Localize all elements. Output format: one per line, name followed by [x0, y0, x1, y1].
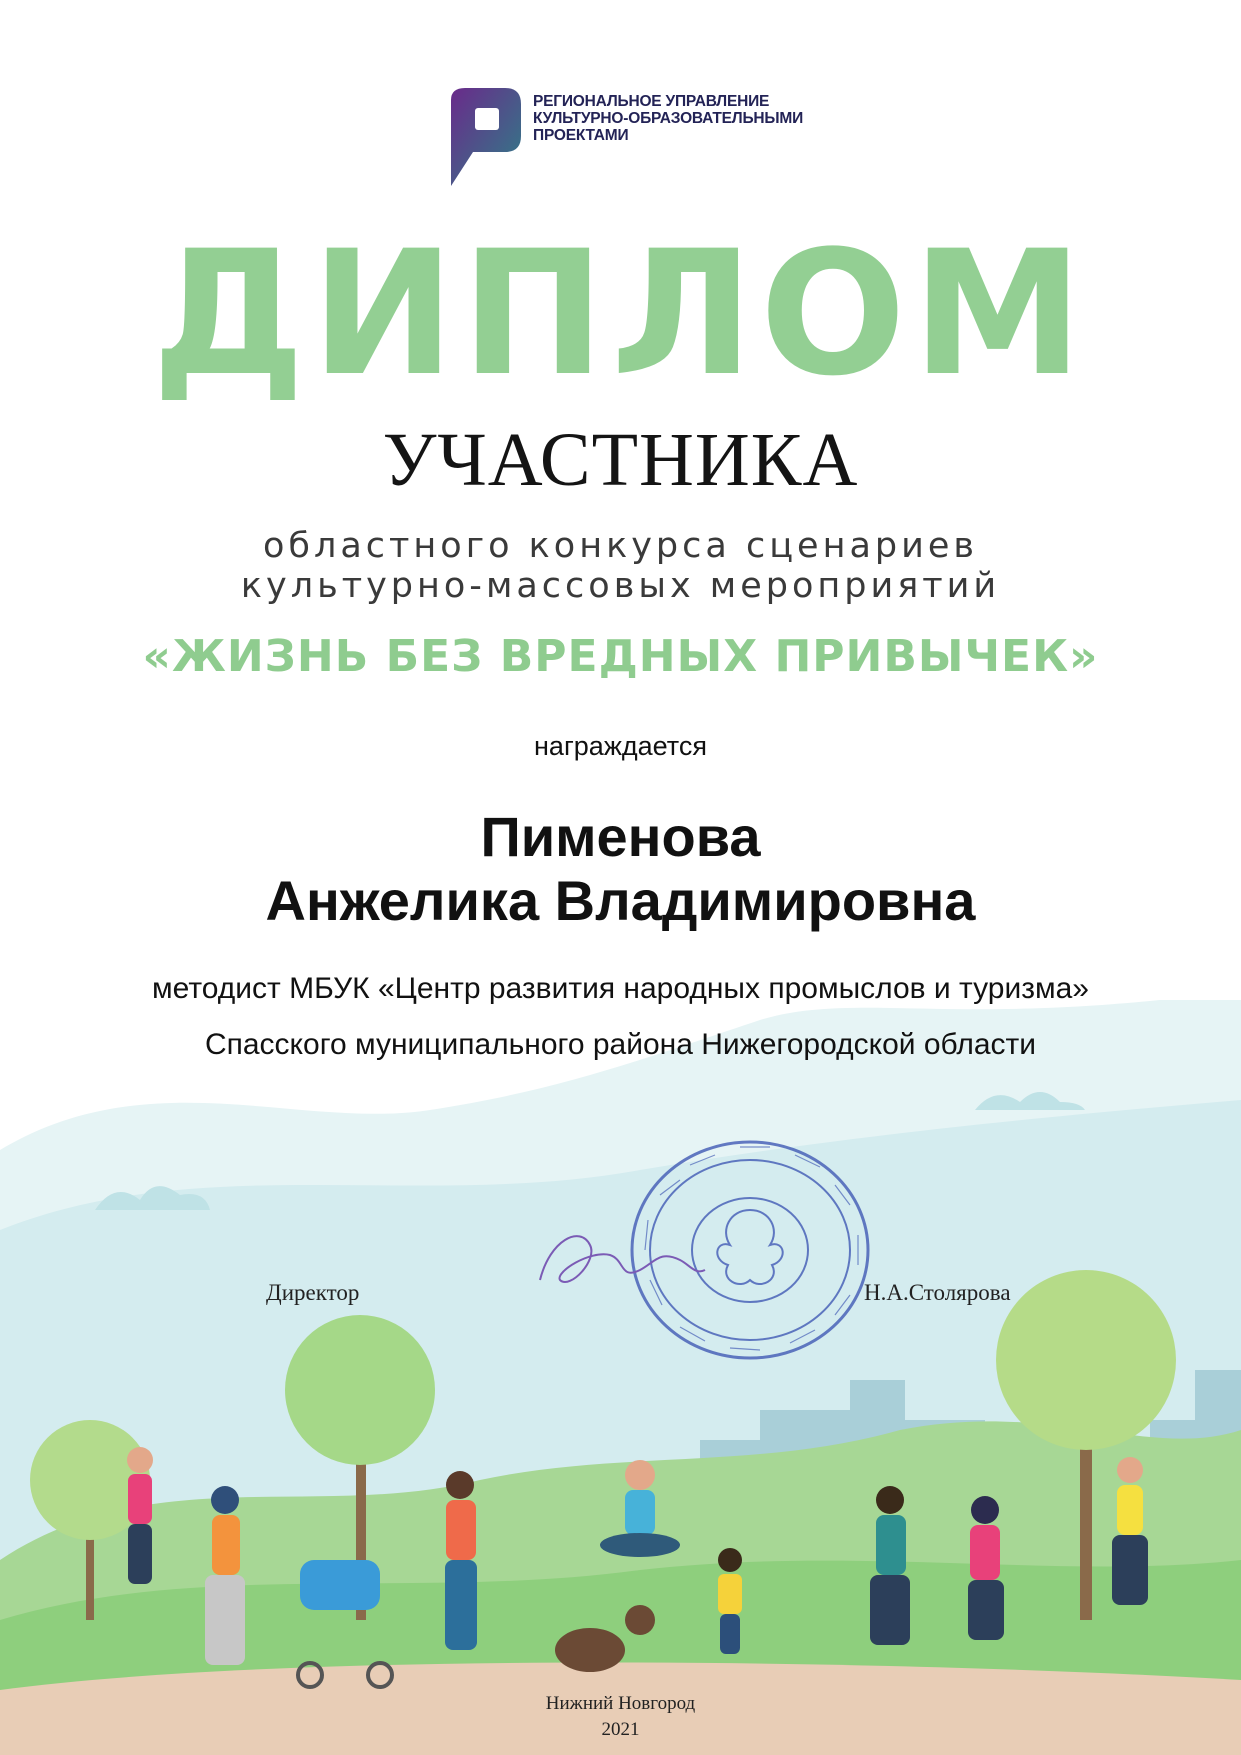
description-line1: областного конкурса сценариев [262, 526, 979, 566]
contest-name: «ЖИЗНЬ БЕЗ ВРЕДНЫХ ПРИВЫЧЕК» [142, 631, 1099, 682]
organization-name-line2: КУЛЬТУРНО-ОБРАЗОВАТЕЛЬНЫМИ [533, 110, 804, 127]
description-line2: культурно-массовых мероприятий [240, 566, 1001, 606]
awarded-text: награждается [534, 731, 707, 761]
footer-year: 2021 [601, 1719, 640, 1740]
organization-name-line3: ПРОЕКТАМИ [533, 127, 629, 144]
recipient-surname: Пименова [480, 805, 761, 868]
organization-logo [443, 86, 523, 190]
organization-name [533, 93, 833, 144]
park-illustration [0, 1000, 1241, 1755]
recipient-given-names: Анжелика Владимировна [265, 869, 976, 932]
recipient-position-line2: Спасского муниципального района Нижегородской области [204, 1028, 1037, 1061]
recipient-position-line1: методист МБУК «Центр развития народных промыслов и туризма» [152, 972, 1089, 1005]
director-signature [530, 1220, 710, 1300]
footer-city: Нижний Новгород [545, 1693, 696, 1714]
diploma-subtitle: УЧАСТНИКА [382, 418, 859, 502]
organization-name-line1: РЕГИОНАЛЬНОЕ УПРАВЛЕНИЕ [533, 93, 770, 110]
diploma-title: ДИПЛОМ [151, 213, 1090, 414]
director-name: Н.А.Столярова [864, 1280, 1011, 1305]
director-title: Директор [266, 1280, 360, 1305]
